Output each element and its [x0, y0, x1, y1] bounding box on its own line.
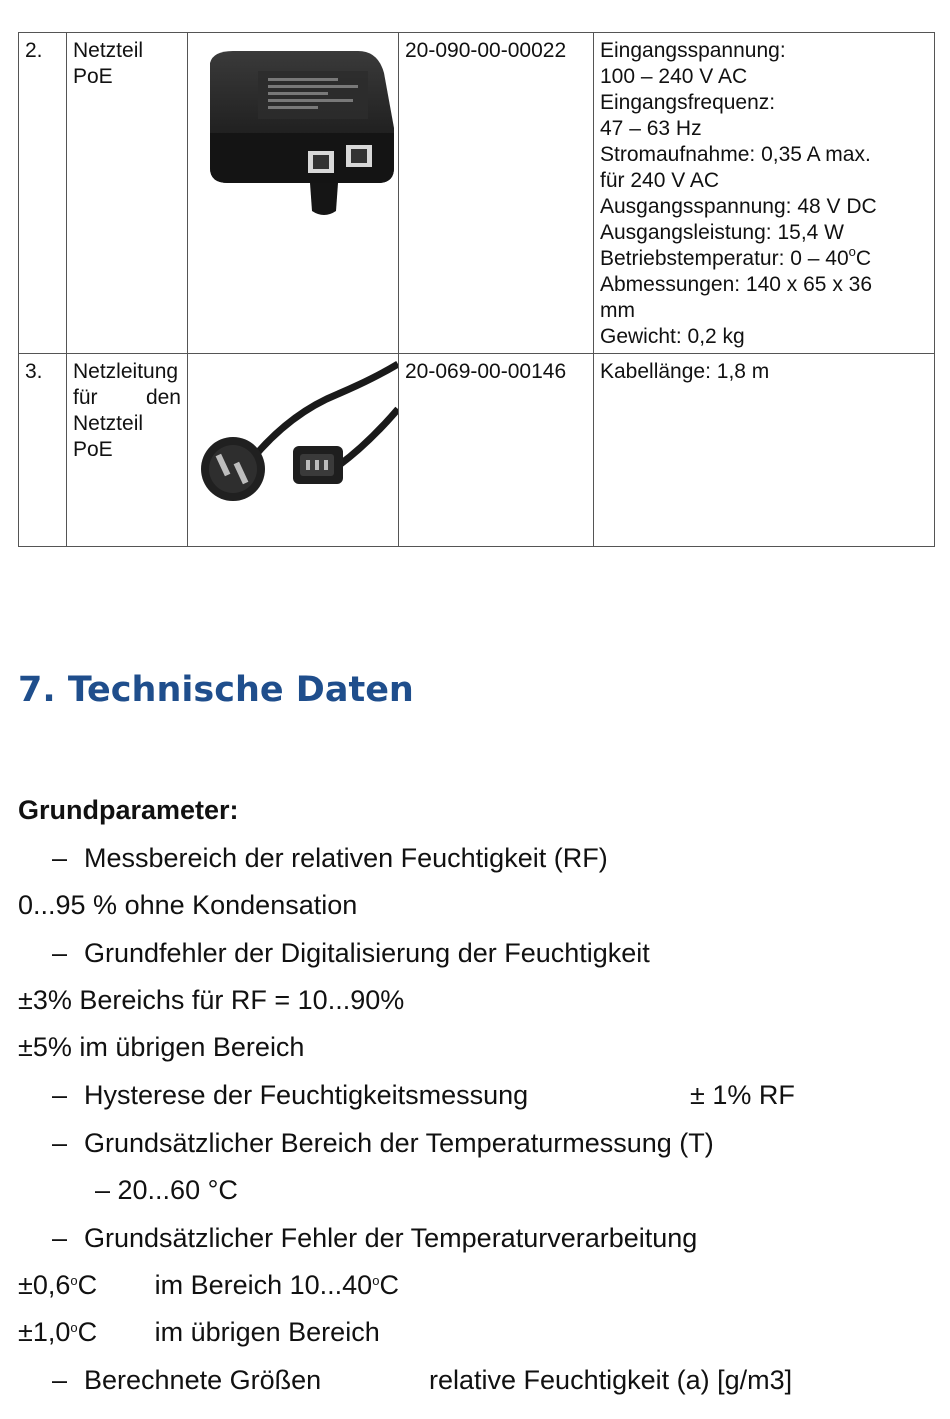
- list-item: – Grundsätzlicher Fehler der Temperaturverarbeitung: [52, 1223, 698, 1253]
- parts-table: [18, 32, 935, 547]
- article-code: 20-069-00-00146: [399, 354, 594, 547]
- spec-line: Stromaufnahme: 0,35 A max.: [600, 143, 871, 166]
- spec-line: Ausgangsspannung: 48 V DC: [600, 195, 877, 218]
- list-item: – Berechnete Größen relative Feuchtigkeit (a) [g/m3]: [52, 1365, 793, 1395]
- spec-line: mm: [600, 299, 635, 322]
- spec-line: 47 – 63 Hz: [600, 117, 702, 140]
- value-line: $\pm 0,6^oC$ im Bereich 10...40$^o$C: [18, 1270, 399, 1300]
- table-row: [19, 33, 935, 354]
- table-row: [19, 354, 935, 547]
- part-name: Netzteil PoE: [67, 33, 188, 354]
- spec-line: Eingangsspannung:: [600, 39, 786, 62]
- row-number: 3.: [19, 354, 67, 547]
- operating-temperature: Betriebstemperatur: 0 – 40$^o$C: [600, 244, 872, 270]
- value-line: – 20...60 °C: [95, 1175, 238, 1205]
- value-line: ±3% Bereichs für RF = 10...90%: [18, 985, 405, 1015]
- list-item: – Hysterese der Feuchtigkeitsmessung ± 1% RF: [52, 1080, 795, 1110]
- spec-line: Eingangsfrequenz:: [600, 91, 776, 114]
- spec-cell: [594, 354, 935, 547]
- spec-line: Abmessungen: 140 x 65 x 36: [600, 273, 873, 296]
- section-title: 7. Technische Daten: [18, 670, 414, 710]
- parameters-heading: Grundparameter:: [18, 795, 239, 825]
- list-item: – Messbereich der relativen Feuchtigkeit (RF): [52, 843, 608, 873]
- spec-line: Ausgangsleistung: 15,4 W: [600, 221, 844, 244]
- value-line: 0...95 % ohne Kondensation: [18, 890, 358, 920]
- poe-power-supply-photo: [188, 33, 398, 233]
- spec-cell: [594, 33, 935, 354]
- spec-line: Kabellänge: 1,8 m: [600, 360, 770, 383]
- list-item: – Grundfehler der Digitalisierung der Feuchtigkeit: [52, 938, 650, 968]
- part-name: Netzleitung für den Netzteil PoE: [67, 354, 188, 547]
- spec-line: für 240 V AC: [600, 169, 720, 192]
- value-line: $\pm 1,0^oC$ im übrigen Bereich: [18, 1317, 380, 1347]
- part-image-cell: [188, 33, 399, 354]
- spec-line: Gewicht: 0,2 kg: [600, 325, 745, 348]
- list-item: – Grundsätzlicher Bereich der Temperaturmessung (T): [52, 1128, 714, 1158]
- power-cable-photo: [188, 354, 398, 524]
- row-number: 2.: [19, 33, 67, 354]
- article-code: 20-090-00-00022: [399, 33, 594, 354]
- value-line: ±5% im übrigen Bereich: [18, 1032, 305, 1062]
- part-image-cell: [188, 354, 399, 547]
- spec-line: 100 – 240 V AC: [600, 65, 748, 88]
